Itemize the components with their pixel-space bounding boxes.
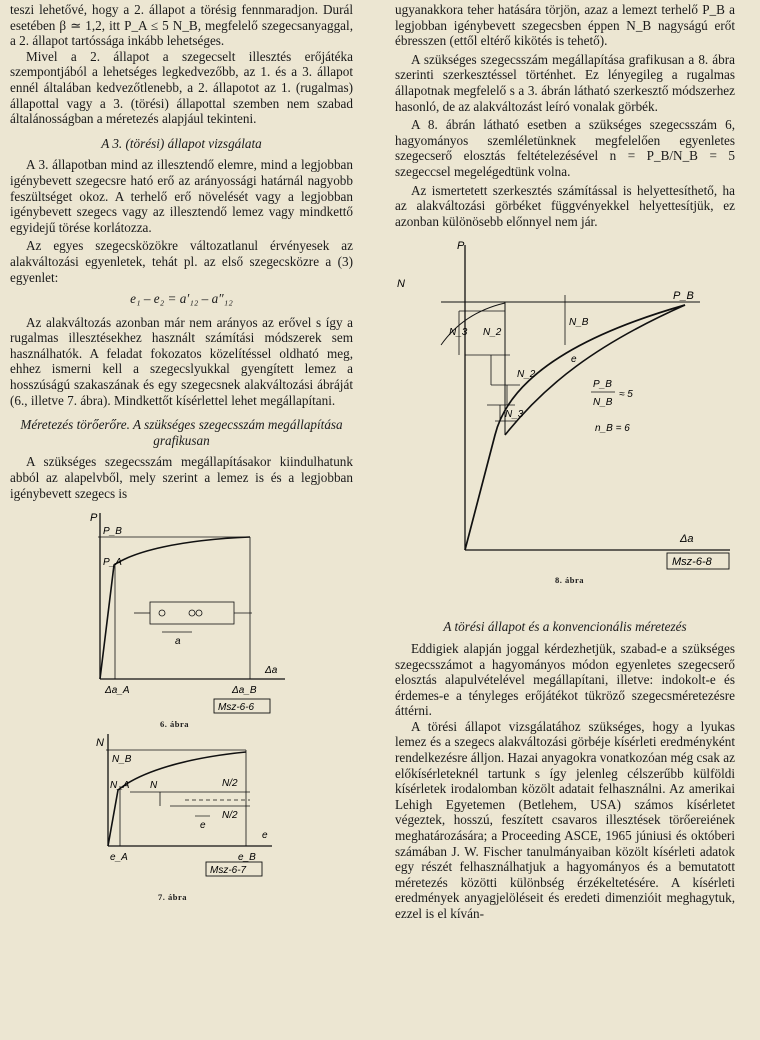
ratio-value: ≈ 5: [619, 389, 633, 401]
nb-count: n_B = 6: [595, 423, 630, 435]
section-heading: Méretezés törőerőre. A szükséges szegecsszám megállapítása grafikusan: [20, 417, 343, 448]
paragraph: teszi lehetővé, hogy a 2. állapot a törésig fennmaradjon. Durál esetében β ≃ 1,2, itt P_A ≤ 5 N_B, megfelelő szegecsanyaggal, a 2. állapot tartóssága inkább lehetséges.: [10, 2, 353, 49]
equation: e₁ – e₂ = a′₁₂ – a″₁₂: [130, 291, 233, 307]
paragraph: A szükséges szegecsszám megállapításakor kiindulhatunk abból az alapelvből, mely szerint a lemez is és a legjobban igénybevett szegecs is: [10, 454, 353, 501]
plate-curve: [465, 305, 685, 550]
x-axis-label: Δa: [680, 533, 694, 546]
n-label: N_3: [449, 327, 468, 339]
n-label: N_3: [505, 409, 524, 421]
x2-label: e_B: [238, 852, 256, 864]
ratio-numerator: P_B: [593, 379, 612, 391]
figure-7: [10, 734, 353, 914]
y-n-label: N: [397, 278, 405, 291]
right-column: [395, 2, 735, 922]
half-force-label: N/2: [222, 810, 238, 822]
figure-box-label: Msz-6-6: [218, 702, 255, 714]
paragraph: Az egyes szegecsközökre változatlanul érvényesek az alakváltozási egyenletek, tehát pl. az első szegecsközre a (3) egyenlet:: [10, 238, 353, 285]
x1-label: Δa_A: [105, 685, 130, 697]
n-label: N_2: [517, 369, 536, 381]
left-column: [10, 2, 353, 914]
paragraph: Mivel a 2. állapot a szegecselt illesztés erőjátéka szempontjából a lehetséges legkedvezőbb, az 1. és a 3. állapot ennél általában kedvezőtlenebb, a 2. állapotot az 1. (rugalmas) állapottal vagy a 3. (törési) állapottal szemben nem szabad általánosságban a méretezés alapjául tekinteni.: [10, 48, 353, 127]
paragraph: A 3. állapotban mind az illesztendő elemre, mind a legjobban igénybevett szegecsre ható erő az arányossági határnál nagyobb feszültséget okoz. A terhelő erő növelését vagy a legjobban igénybevett szegecs vagy az illesztendő lemez vagy mindkettő egyidejű törése korlátozza.: [10, 157, 353, 235]
y-axis-label: P: [90, 512, 98, 525]
deformation-curve: [108, 752, 246, 846]
figure-box-label: Msz-6-8: [672, 556, 712, 569]
figure-box-label: Msz-6-7: [210, 865, 247, 877]
half-force-label: N/2: [222, 778, 238, 790]
paragraph: A szükséges szegecsszám megállapítása grafikusan a 8. ábra szerinti szerkesztéssel történhet. Ez lényegileg a rugalmas állapotnak megfelelő s a 3. ábrán látható szerkesztő módszerhez hasonló, de az alakváltozást leíró vonalak görbék.: [395, 51, 735, 114]
force-label: N: [150, 780, 158, 792]
na-label: N_A: [110, 780, 130, 792]
figure-caption: 7. ábra: [158, 892, 187, 903]
dim-label: a: [175, 636, 181, 648]
paragraph: Az alakváltozás azonban már nem arányos az erővel s így a rugalmas illesztésekhez használt számítási módszerek sem használhatók. A feladat fokozatos közelítéssel oldható meg, ehhez ismerni kell a szegecslyukkal gyengített lemez a hosszúságú szakaszának és egy szegecsnek alakváltozási ábráját (6., illetve 7. ábra). Mindkettőt kísérlettel lehet megállapítani.: [10, 314, 353, 408]
figure-caption: 6. ábra: [160, 719, 189, 730]
pa-label: P_A: [103, 557, 122, 569]
y-axis-label: N: [96, 737, 104, 750]
nb-label: N_B: [569, 317, 589, 329]
paragraph: A 8. ábrán látható esetben a szükséges szegecsszám 6, hagyományos szemléletünknek megfelelően egyenletes szegecserő elosztás feltételezésével n = P_B/N_B = 5 szegeccsel megelégedtünk volna.: [395, 117, 735, 179]
x2-label: Δa_B: [232, 685, 257, 697]
n-label: N_2: [483, 327, 502, 339]
dim-label: e: [200, 820, 206, 832]
figure-8: [395, 235, 735, 610]
deformation-curve: [100, 537, 250, 679]
paragraph: ugyanakkora teher hatására törjön, azaz a lemezt terhelő P_B a legjobban igénybevett szegecsben éppen N_B nagyságú erőt ébresszen (ettől eltérő kikötés is tehető).: [395, 2, 735, 49]
paragraph: A törési állapot vizsgálatához szükséges, hogy a lyukas lemez és a szegecs alakváltozási görbéje kísérleti eredményként rendelkezésre álljon. Hazai anyagokra vonatkozóan még csak az előkísérleteknél tartunk s így jelenleg célszerűbb külföldi kísérletek irodalomban közölt adatait felhasználni. Az amerikai Lehigh Egyetemen (Betlehem, USA) számos kísérletet végeztek, hosszú, feszített csavaros illesztések törőereiének meghatározására; a Proceeding ASCE, 1965 júniusi és októberi számában J. W. Fischer tanulmányaiban közölt kísérleti adatok egy részét felhasználhatjuk a hagyományos és a bemutatott méretezés közötti különbség érzékeltetésére. A kísérleti eredmények anyagjelöléseit és eredeti dimenzióit meghagytuk, ezzel is el kíván-: [395, 718, 735, 921]
section-heading: A törési állapot és a konvencionális méretezés: [443, 619, 687, 635]
e-label: e: [571, 354, 577, 366]
x-axis-label: e: [262, 830, 268, 842]
figure-6: [10, 507, 353, 732]
paragraph: Az ismertetett szerkesztés számítással is helyettesíthető, ha az alakváltozási görbéket függvényekkel helyettesítjük, ez azonban különösebb előnnyel nem jár.: [395, 182, 735, 229]
x-axis-label: Δa: [265, 665, 278, 677]
nb-label: N_B: [112, 754, 132, 766]
ratio-denominator: N_B: [593, 397, 613, 409]
y-p-label: P: [457, 240, 465, 253]
section-heading: A 3. (törési) állapot vizsgálata: [101, 135, 262, 151]
paragraph: Eddigiek alapján joggal kérdezhetjük, szabad-e a szükséges szegecsszámot a hagyományos módon egyenletes szegecserő elosztás alapulvételével megállapítani, illetve: indokolt-e és érdemes-e a tényleges erőjátékot tükröző szegecsméretezésre áttérni.: [395, 640, 735, 719]
pb-label: P_B: [673, 290, 694, 303]
figure-caption: 8. ábra: [555, 575, 584, 586]
x1-label: e_A: [110, 852, 128, 864]
pb-label: P_B: [103, 526, 122, 538]
